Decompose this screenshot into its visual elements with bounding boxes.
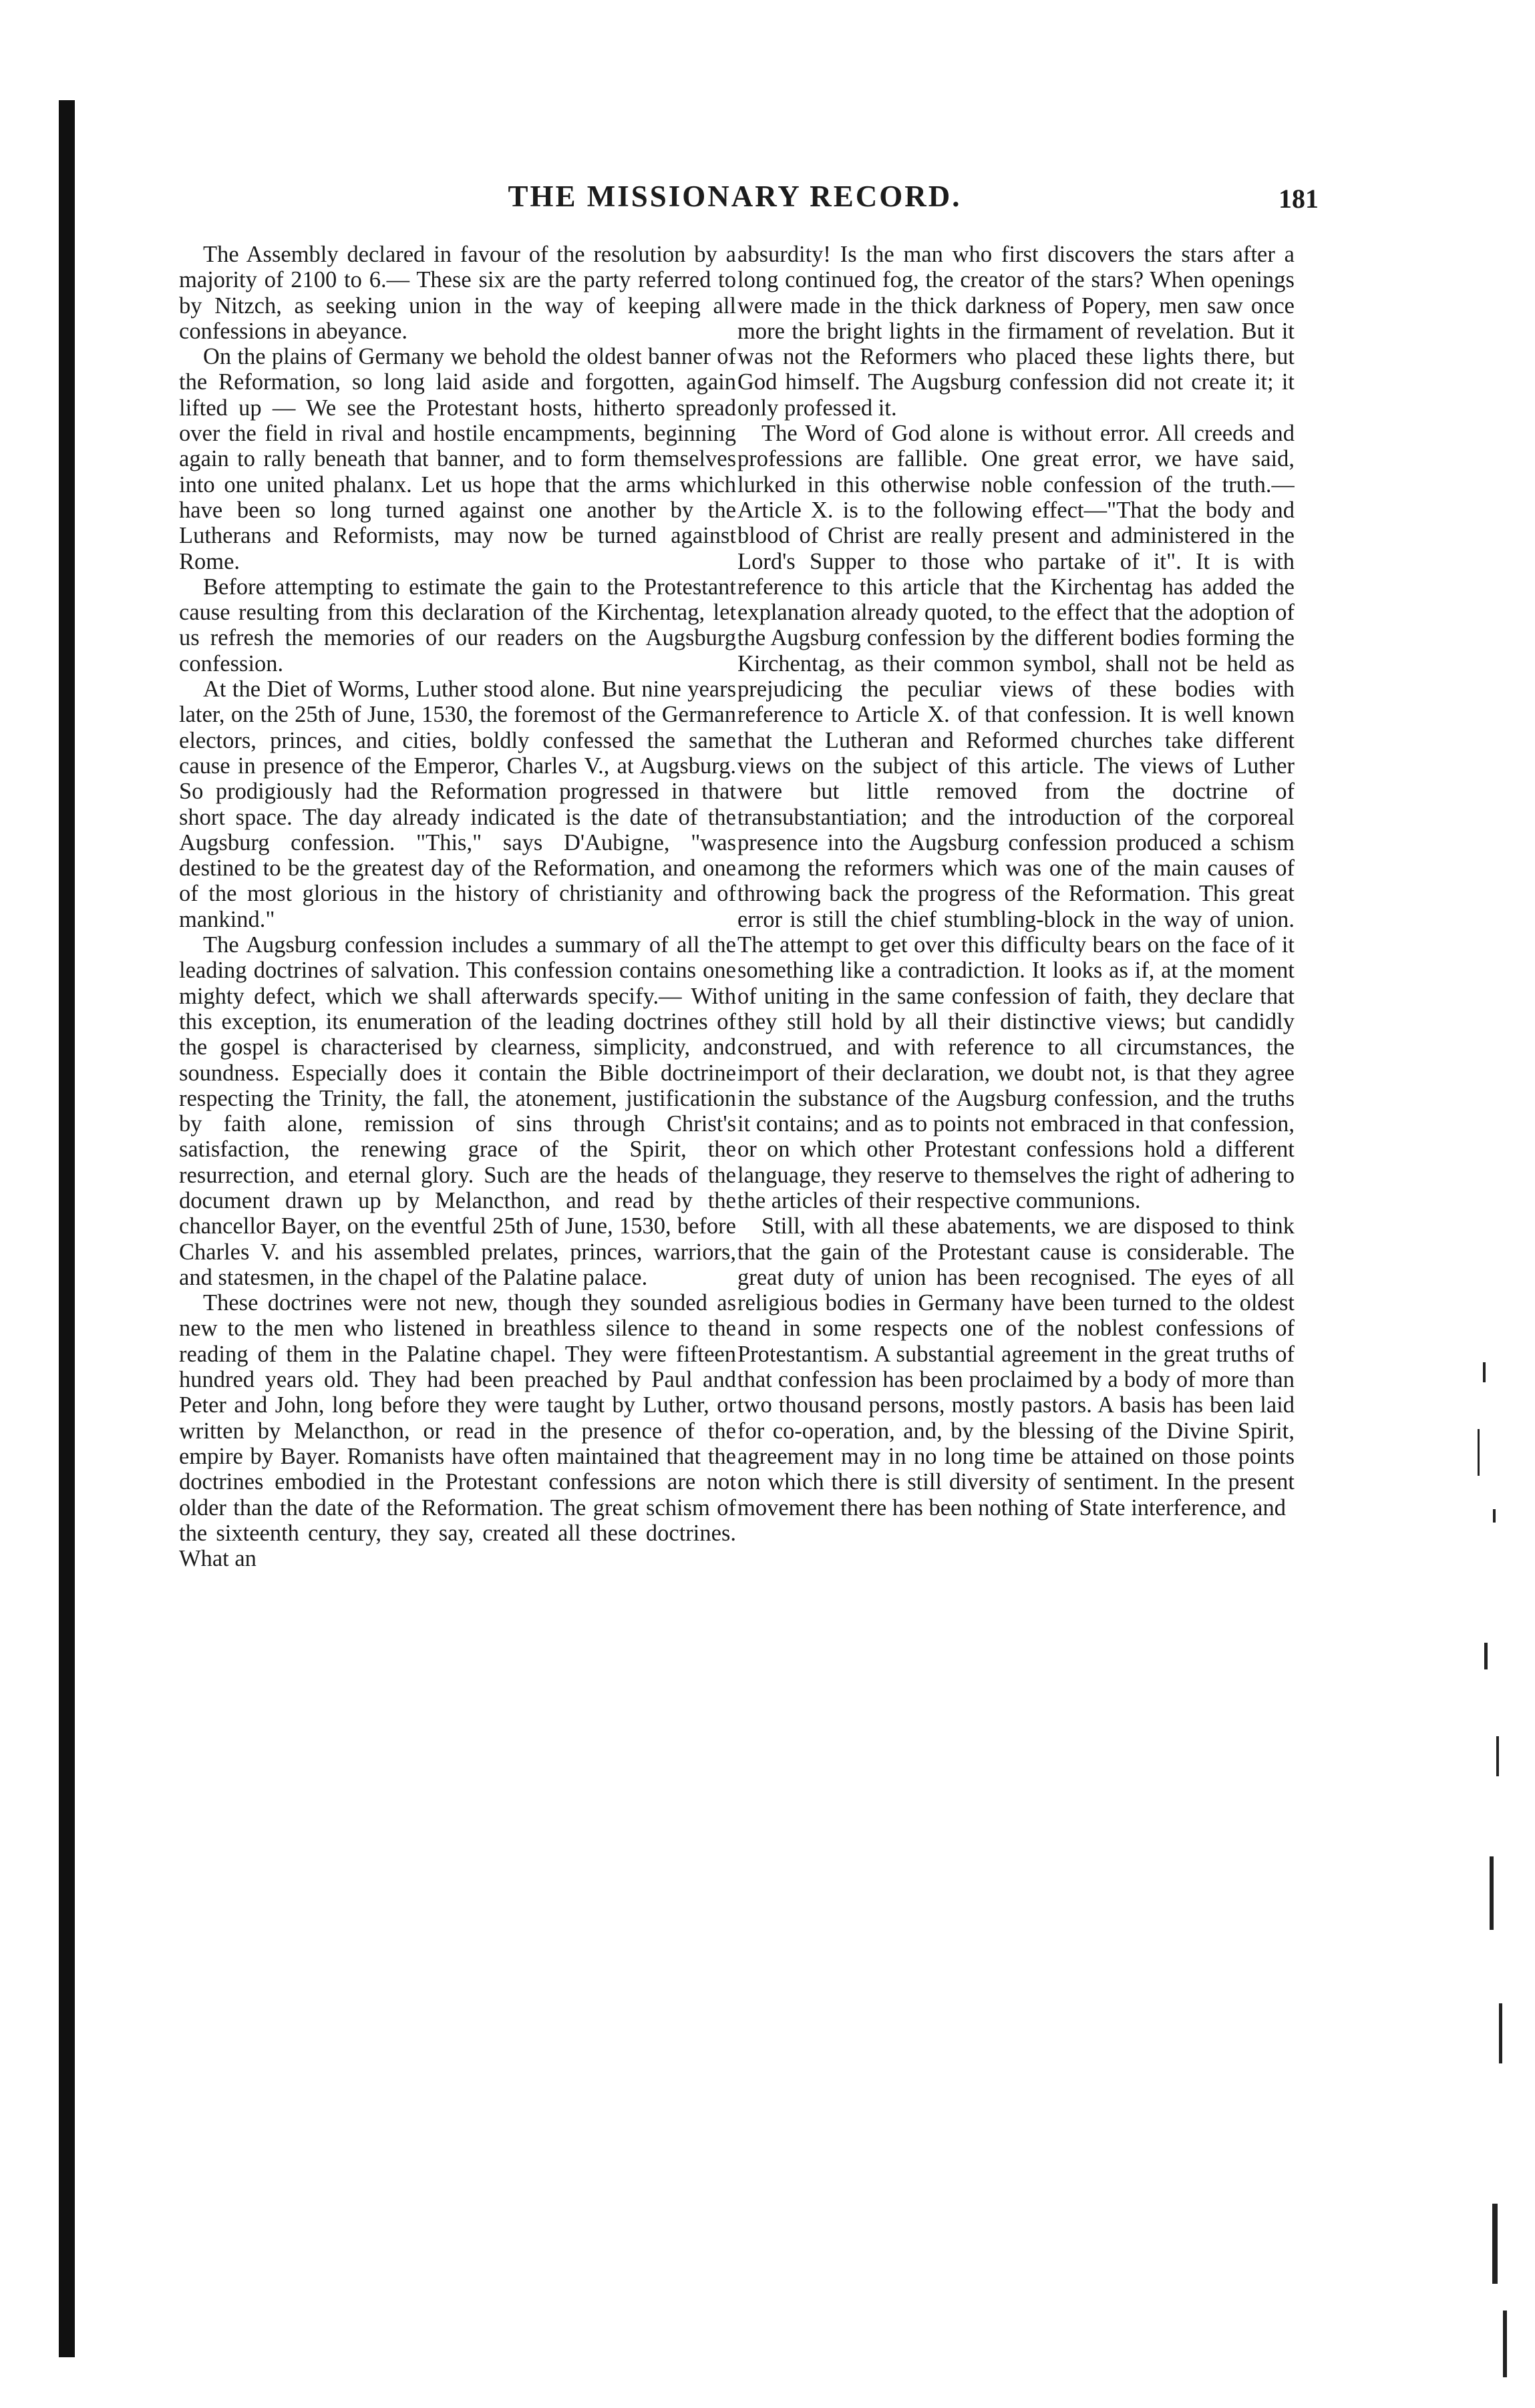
paragraph: The Assembly declared in favour of the resolution by a majority of 2100 to 6.— These six are the party referred to by Nitzch, as seeking union in the way of keeping all confessions in abeyance. bbox=[179, 242, 736, 344]
paragraph: Still, with all these abatements, we are disposed to think that the gain of the Protestant cause is considerable. The great duty of union has been recognised. The eyes of all religious bodies in Germany have been turned to the oldest and in some respects one of the noblest confessions of Protestantism. A substantial agreement in the great truths of that confession has been proclaimed by a body of more than two thousand persons, mostly pastors. A basis has been laid for co-operation, and, by the blessing of the Divine Spirit, agreement may in no long time be attained on those points on which there is still diversity of sentiment. In the present movement there has been nothing of State interference, and bbox=[737, 1213, 1295, 1521]
running-title: THE MISSIONARY RECORD. bbox=[508, 180, 962, 213]
paragraph: At the Diet of Worms, Luther stood alone. But nine years later, on the 25th of June, 1530, the foremost of the German electors, princes, and cities, boldly confessed the same cause in presence of the Emperor, Charles V., at Augsburg. So prodigiously had the Reformation progressed in that short space. The day already indicated is the date of the Augsburg confession. "This," says D'Aubigne, "was destined to be the greatest day of the Reformation, and one of the most glorious in the history of christianity and of mankind." bbox=[179, 676, 736, 932]
paragraph: These doctrines were not new, though they sounded as new to the men who listened in breathless silence to the reading of them in the Palatine chapel. They were fifteen hundred years old. They had been preached by Paul and Peter and John, long before they were taught by Luther, or written by Melancthon, or read in the presence of the empire by Bayer. Romanists have often maintained that the doctrines embodied in the Protestant confessions are not older than the date of the Reformation. The great schism of the sixteenth century, they say, created all these doctrines. What an bbox=[179, 1290, 736, 1572]
paragraph-continued: absurdity! Is the man who first discovers the stars after a long continued fog, the creator of the stars? When openings were made in the thick darkness of Popery, men saw once more the bright lights in the firmament of revelation. But it was not the Reformers who placed these lights there, but God himself. The Augsburg confession did not create it; it only professed it. bbox=[737, 242, 1295, 421]
page-binding-edge bbox=[59, 100, 75, 2357]
paragraph: On the plains of Germany we behold the oldest banner of the Reformation, so long laid aside and forgotten, again lifted up — We see the Protestant hosts, hitherto spread over the field in rival and hostile encampments, beginning again to rally beneath that banner, and to form themselves into one united phalanx. Let us hope that the arms which have been so long turned against one another by the Lutherans and Reformists, may now be turned against Rome. bbox=[179, 344, 736, 574]
paragraph: The Augsburg confession includes a summary of all the leading doctrines of salvation. This confession contains one mighty defect, which we shall afterwards specify.— With this exception, its enumeration of the leading doctrines of the gospel is characterised by clearness, simplicity, and soundness. Especially does it contain the Bible doctrine respecting the Trinity, the fall, the atonement, justification by faith alone, remission of sins through Christ's satisfaction, the renewing grace of the Spirit, the resurrection, and eternal glory. Such are the heads of the document drawn up by Melancthon, and read by the chancellor Bayer, on the eventful 25th of June, 1530, before Charles V. and his assembled prelates, princes, warriors, and statesmen, in the chapel of the Palatine palace. bbox=[179, 932, 736, 1290]
page-number: 181 bbox=[1278, 184, 1319, 214]
left-text-column bbox=[179, 242, 736, 2352]
scan-specks bbox=[1443, 1135, 1516, 2404]
paragraph: Before attempting to estimate the gain to the Protestant cause resulting from this declaration of the Kirchentag, let us refresh the memories of our readers on the Augsburg confession. bbox=[179, 574, 736, 676]
running-header bbox=[167, 179, 1319, 232]
paragraph: The Word of God alone is without error. All creeds and professions are fallible. One great error, we have said, lurked in this otherwise noble confession of the truth.— Article X. is to the following effect—"That the body and blood of Christ are really present and administered in the Lord's Supper to those who partake of it". It is with reference to this article that the Kirchentag has added the explanation already quoted, to the effect that the adoption of the Augsburg confession by the different bodies forming the Kirchentag, as their common symbol, shall not be held as prejudicing the peculiar views of these bodies with reference to Article X. of that confession. It is well known that the Lutheran and Reformed churches take different views on the subject of this article. The views of Luther were but little removed from the doctrine of transubstantiation; and the introduction of the corporeal presence into the Augsburg confession produced a schism among the reformers which was one of the main causes of throwing back the progress of the Reformation. This great error is still the chief stumbling-block in the way of union. The attempt to get over this difficulty bears on the face of it something like a contradiction. It looks as if, at the moment of uniting in the same confession of faith, they declare that they still hold by all their distinctive views; but candidly construed, and with reference to all circumstances, the import of their declaration, we doubt not, is that they agree in the substance of the Augsburg confession, and the truths it contains; and as to points not embraced in that confession, or on which other Protestant confessions hold a different language, they reserve to themselves the right of adhering to the articles of their respective communions. bbox=[737, 421, 1295, 1213]
right-text-column bbox=[737, 242, 1295, 2352]
